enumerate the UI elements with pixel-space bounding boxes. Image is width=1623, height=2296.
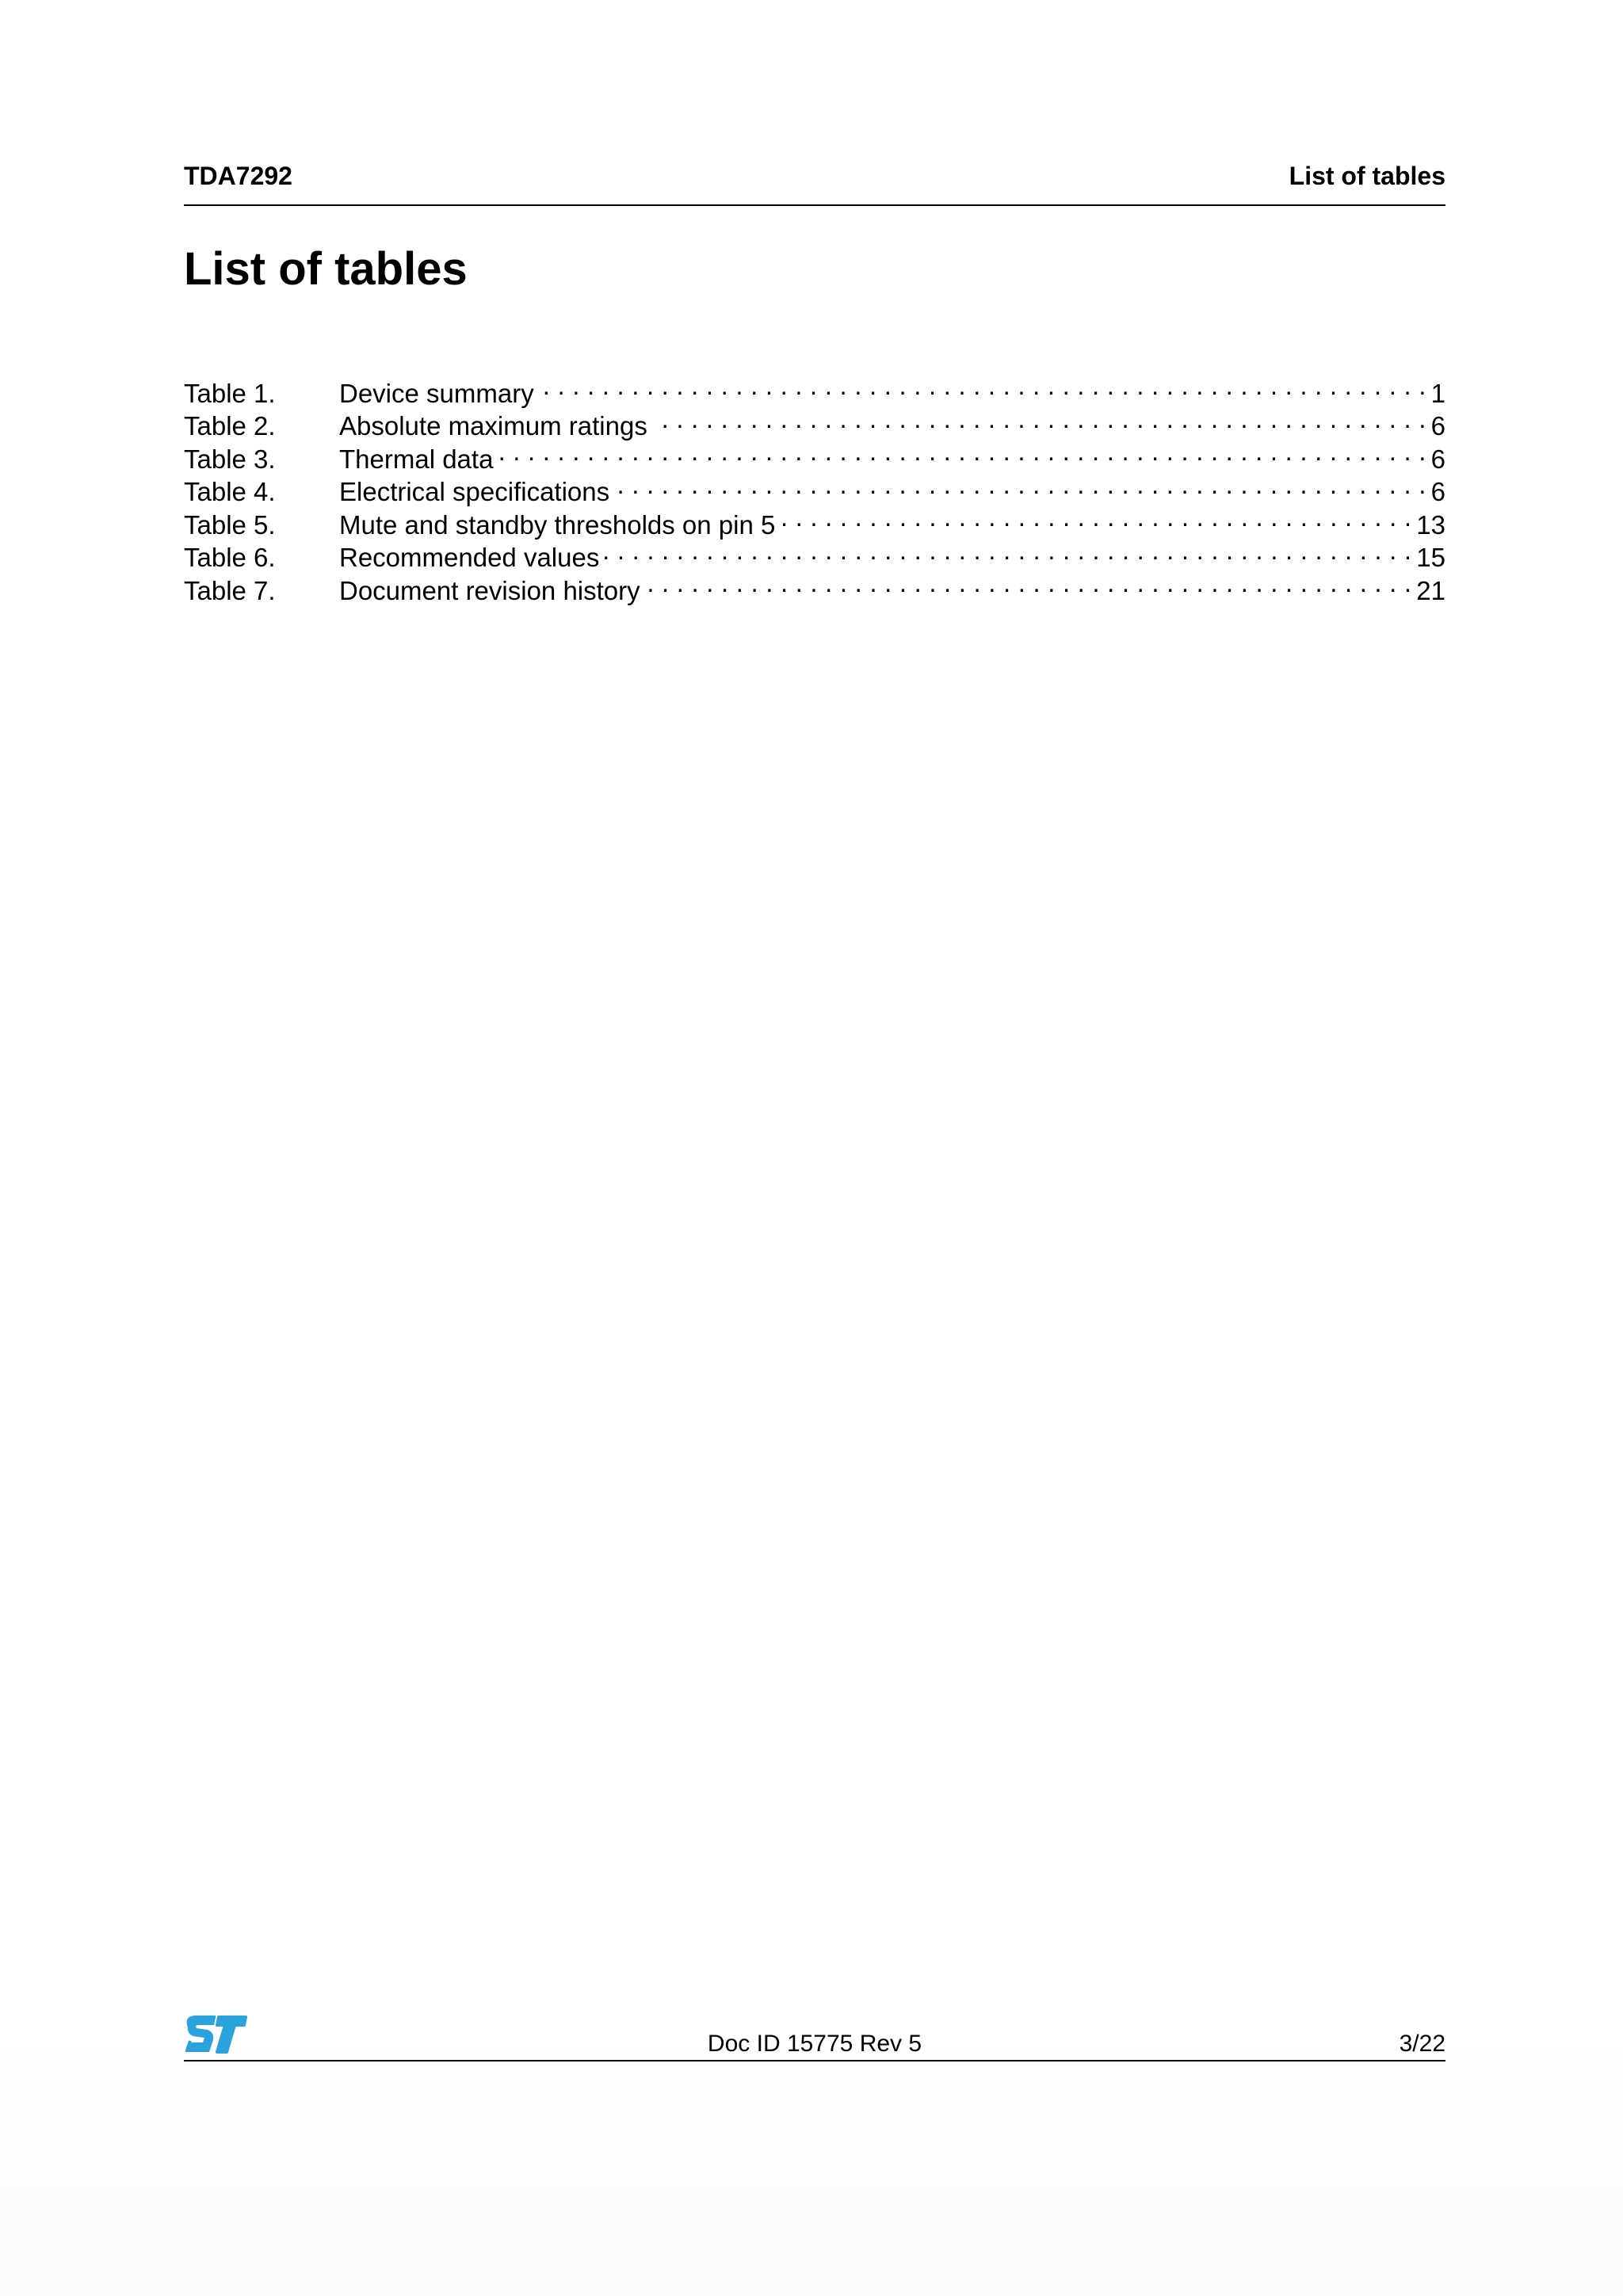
toc-entry-title: Document revision history xyxy=(339,575,640,605)
toc-entry-title: Mute and standby thresholds on pin 5 xyxy=(339,509,776,540)
toc-entry-page: 15 xyxy=(1416,543,1445,572)
toc-entry-title: Device summary xyxy=(339,378,534,408)
toc-entry-number: Table 2. xyxy=(184,411,276,441)
toc-entry[interactable] xyxy=(184,369,1445,408)
toc-entry-title: Recommended values xyxy=(339,543,600,572)
toc-entry-page: 1 xyxy=(1430,378,1445,408)
page-title: List of tables xyxy=(184,243,468,295)
toc-leader-dots xyxy=(604,534,1411,567)
toc-entry-title: Electrical specifications xyxy=(339,477,610,506)
toc-entry-page: 6 xyxy=(1430,411,1445,441)
toc-leader-dots xyxy=(614,468,1426,502)
toc-entry-number: Table 3. xyxy=(184,444,276,474)
toc-entry-number: Table 6. xyxy=(184,543,276,572)
header-document-name: TDA7292 xyxy=(184,162,292,190)
toc-leader-dots xyxy=(780,501,1411,534)
footer-page-number: 3/22 xyxy=(1399,2031,1445,2057)
toc-entry-number: Table 4. xyxy=(184,477,276,506)
toc-entry-page: 13 xyxy=(1416,509,1445,540)
toc-entry-title: Thermal data xyxy=(339,444,494,474)
toc-entry-page: 6 xyxy=(1430,477,1445,506)
toc-leader-dots xyxy=(498,435,1426,468)
toc-leader-dots xyxy=(645,566,1412,600)
toc-entry-title: Absolute maximum ratings xyxy=(339,411,647,441)
page-header xyxy=(184,158,1445,206)
page-footer xyxy=(184,2012,1445,2061)
list-of-tables xyxy=(184,369,1445,605)
header-section-name: List of tables xyxy=(1289,162,1445,190)
toc-entry-page: 21 xyxy=(1416,575,1445,605)
toc-entry-number: Table 5. xyxy=(184,509,276,540)
toc-entry-number: Table 1. xyxy=(184,378,276,408)
toc-leader-dots xyxy=(539,369,1426,402)
toc-leader-dots xyxy=(652,402,1426,436)
footer-doc-id: Doc ID 15775 Rev 5 xyxy=(707,2031,922,2057)
toc-entry-number: Table 7. xyxy=(184,575,276,605)
toc-entry-page: 6 xyxy=(1430,444,1445,474)
